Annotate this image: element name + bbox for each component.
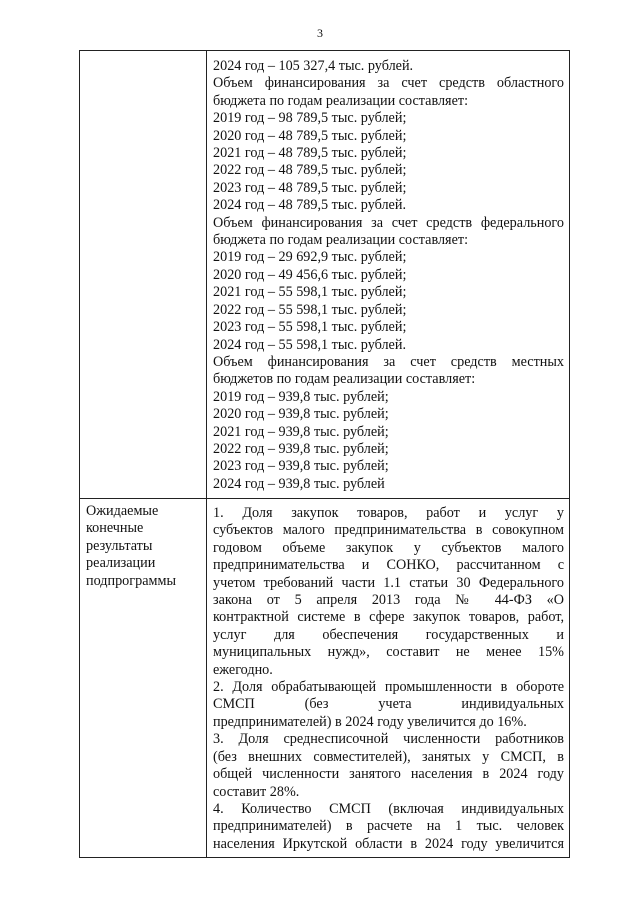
funding-line: Объем финансирования за счет средств областного xyxy=(213,75,564,92)
row-label-line: Ожидаемые xyxy=(86,503,159,519)
row-label-line: реализации xyxy=(86,555,156,572)
row-label-line: подпрограммы xyxy=(86,572,176,589)
funding-line: 2023 год – 939,8 тыс. рублей; xyxy=(213,458,389,475)
funding-line: 2024 год – 48 789,5 тыс. рублей. xyxy=(213,197,406,214)
funding-line: 2023 год – 55 598,1 тыс. рублей; xyxy=(213,319,407,336)
page-number: 3 xyxy=(317,26,323,40)
results-line: учетом требований части 1.1 статьи 30 Федерального xyxy=(213,574,564,591)
funding-line: 2022 год – 55 598,1 тыс. рублей; xyxy=(213,301,407,318)
row-label-line: результаты xyxy=(86,537,153,554)
results-line: закона от 5 апреля 2013 года № 44-ФЗ «О xyxy=(213,592,564,609)
row-label-line: конечные xyxy=(86,520,144,537)
funding-cell xyxy=(213,58,564,493)
funding-line: 2019 год – 29 692,9 тыс. рублей; xyxy=(213,249,407,266)
row-label-cell xyxy=(86,503,202,590)
results-line: предпринимательства и СОНКО, рассчитанном с xyxy=(213,557,564,574)
results-line: общей численности занятого населения в 2024 году xyxy=(213,766,564,783)
results-line: населения Иркутской области в 2024 году увеличится xyxy=(213,835,564,852)
results-line: 4. Количество СМСП (включая индивидуальных xyxy=(213,800,564,817)
results-line: составит 28%. xyxy=(213,783,300,800)
funding-line: 2020 год – 939,8 тыс. рублей; xyxy=(213,406,389,423)
results-line: предпринимателей) в расчете на 1 тыс. человек xyxy=(213,818,564,835)
results-line: контрактной системе в сфере закупок товаров, работ, xyxy=(213,609,564,626)
funding-line: 2024 год – 55 598,1 тыс. рублей. xyxy=(213,336,406,353)
funding-line: 2022 год – 48 789,5 тыс. рублей; xyxy=(213,162,407,179)
funding-line: Объем финансирования за счет средств местных xyxy=(213,353,564,370)
funding-line: 2024 год – 105 327,4 тыс. рублей. xyxy=(213,58,414,74)
results-line: (без внешних совместителей), занятых у СМСП, в xyxy=(213,748,564,765)
results-line: 3. Доля среднесписочной численности работников xyxy=(213,731,564,748)
program-table xyxy=(79,50,570,858)
funding-line: 2019 год – 98 789,5 тыс. рублей; xyxy=(213,110,407,127)
funding-line: 2021 год – 939,8 тыс. рублей; xyxy=(213,423,389,440)
expected-results-cell xyxy=(213,505,564,853)
funding-line: Объем финансирования за счет средств федерального xyxy=(213,214,564,231)
funding-line: 2022 год – 939,8 тыс. рублей; xyxy=(213,440,389,457)
funding-line: бюджета по годам реализации составляет: xyxy=(213,232,469,249)
funding-line: бюджетов по годам реализации составляет: xyxy=(213,371,476,388)
row-divider xyxy=(80,498,569,499)
funding-line: 2021 год – 55 598,1 тыс. рублей; xyxy=(213,284,407,301)
results-line: СМСП (без учета индивидуальных xyxy=(213,696,564,713)
results-line: субъектов малого предпринимательства в совокупном xyxy=(213,522,564,539)
column-divider xyxy=(206,51,207,857)
funding-line: бюджета по годам реализации составляет: xyxy=(213,92,469,109)
funding-line: 2020 год – 49 456,6 тыс. рублей; xyxy=(213,266,407,283)
funding-line: 2019 год – 939,8 тыс. рублей; xyxy=(213,388,389,405)
funding-line: 2020 год – 48 789,5 тыс. рублей; xyxy=(213,127,407,144)
results-line: услуг для обеспечения государственных и xyxy=(213,626,564,643)
funding-line: 2024 год – 939,8 тыс. рублей xyxy=(213,475,385,492)
results-line: ежегодно. xyxy=(213,661,273,678)
results-line: муниципальных нужд», составит не менее 15% xyxy=(213,644,564,661)
results-line: 2. Доля обрабатывающей промышленности в обороте xyxy=(213,679,564,696)
results-line: годовом объеме закупок у субъектов малого xyxy=(213,539,564,556)
results-line: 1. Доля закупок товаров, работ и услуг у xyxy=(213,505,564,521)
funding-line: 2021 год – 48 789,5 тыс. рублей; xyxy=(213,145,407,162)
results-line: предпринимателей) в 2024 году увеличится до 16%. xyxy=(213,713,527,730)
funding-line: 2023 год – 48 789,5 тыс. рублей; xyxy=(213,179,407,196)
